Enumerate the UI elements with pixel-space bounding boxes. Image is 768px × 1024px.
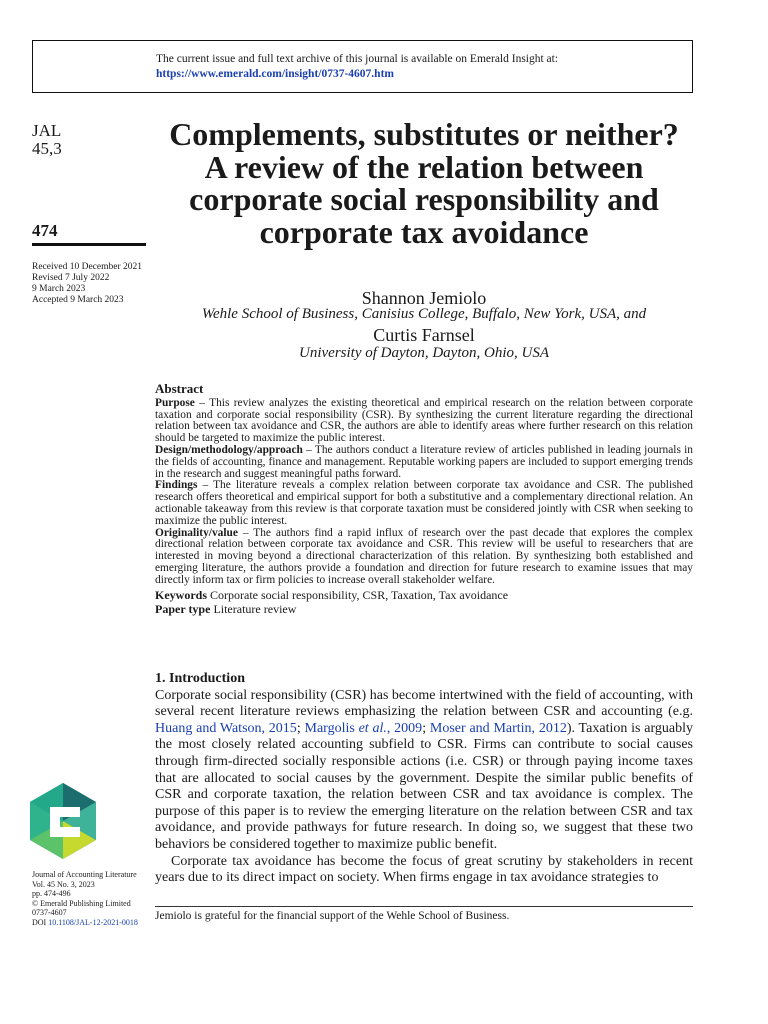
- originality-text: – The authors find a rapid influx of research over the past decade that explores the complex directional relation between corporate tax avoidance and CSR. This review will be useful to researchers that are interested in moving beyond a directional characterization of this relation. By synthesizing both established and emerging literature, the authors provide a foundation and direction for future research to examine issues that may directly inform tax or firm policies to increase overall stakeholder welfare.: [155, 526, 693, 586]
- crossmark-logo-icon: [30, 783, 96, 864]
- journal-volume: Vol. 45 No. 3, 2023: [32, 879, 95, 889]
- footnote-rule: [155, 906, 693, 907]
- author-1: Shannon Jemiolo: [361, 288, 487, 308]
- citation-huang-watson[interactable]: Huang and Watson, 2015: [155, 720, 297, 736]
- abstract-findings: [155, 480, 693, 527]
- date-received: Received 10 December 2021: [32, 262, 142, 272]
- citation-margolis[interactable]: [305, 721, 423, 736]
- availability-text: The current issue and full text archive of this journal is available on Emerald Insight at:: [156, 53, 559, 65]
- paper-type: [155, 604, 693, 616]
- keywords: [155, 587, 693, 602]
- issn: 0737-4607: [32, 908, 67, 918]
- doi-line: [32, 918, 138, 928]
- introduction: [155, 671, 693, 887]
- availability-box: [32, 40, 693, 93]
- design-label: Design/methodology/approach: [155, 443, 303, 456]
- volume-issue: 45,3: [32, 139, 62, 158]
- journal-meta: [32, 870, 138, 928]
- findings-text: – The literature reveals a complex relation between corporate tax avoidance and CSR. The published research offers theoretical and empirical support for both a substitutive and a complementary directional relation. An actionable takeaway from this review is that corporate taxation must be considered jointly with CSR when seeking to maximize the public interest.: [155, 479, 693, 527]
- footnote: Jemiolo is grateful for the financial support of the Wehle School of Business.: [155, 910, 510, 922]
- doi-link[interactable]: 10.1108/JAL-12-2021-0018: [48, 917, 138, 927]
- intro-text: Corporate social responsibility (CSR) has become intertwined with the field of accounting, with several recent literature reviews emphasizing the relation between CSR and accounting (e.g.: [155, 687, 693, 720]
- page-number: 474: [32, 221, 58, 240]
- abstract-design: [155, 445, 693, 480]
- journal-abbr-text: JAL: [32, 121, 62, 140]
- copyright: © Emerald Publishing Limited: [32, 898, 131, 908]
- abstract-originality: [155, 528, 693, 587]
- keywords-text: Corporate social responsibility, CSR, Taxation, Tax avoidance: [207, 587, 509, 602]
- article-dates: [32, 262, 142, 306]
- citation-author: Margolis: [304, 720, 359, 736]
- separator: ;: [296, 720, 305, 736]
- findings-label: Findings: [155, 479, 198, 492]
- keywords-label: Keywords: [155, 587, 207, 602]
- intro-paragraph-1: [155, 688, 693, 854]
- affiliation-1: Wehle School of Business, Canisius College, Buffalo, New York, USA, and: [201, 306, 647, 322]
- abstract: [155, 383, 693, 616]
- abstract-heading: Abstract: [155, 381, 204, 396]
- abstract-purpose: [155, 398, 693, 445]
- intro-heading: 1. Introduction: [155, 671, 245, 686]
- doi-label: DOI: [32, 917, 47, 927]
- originality-label: Originality/value: [155, 526, 238, 539]
- date-accepted: Accepted 9 March 2023: [32, 295, 124, 305]
- journal-url-link[interactable]: https://www.emerald.com/insight/0737-4607.htm: [156, 68, 394, 80]
- date-revised: Revised 7 July 2022: [32, 273, 110, 283]
- article-title: Complements, substitutes or neither? A review of the relation between corporate social responsibility and corporate tax avoidance: [169, 116, 679, 250]
- journal-name: Journal of Accounting Literature: [32, 870, 137, 879]
- affiliation-2: University of Dayton, Dayton, Ohio, USA: [299, 345, 549, 361]
- citation-year: , 2009: [386, 720, 423, 736]
- paper-type-text: Literature review: [210, 602, 297, 617]
- citation-moser-martin[interactable]: Moser and Martin, 2012: [429, 720, 567, 736]
- intro-paragraph-2: Corporate tax avoidance has become the focus of great scrutiny by stakeholders in recent years due to its direct impact on society. When firms engage in tax avoidance strategies to: [155, 853, 693, 886]
- intro-text: ). Taxation is arguably the most closely related accounting subfield to CSR. Firms can contribute to social causes through firm-directed socially responsible actions (i.e. CSR) or through paying income taxes that are allocated to social causes by the government. Despite the similar public benefits of CSR and corporate taxation, the relation between CSR and tax avoidance is complex. The purpose of this paper is to review the emerging literature on the relation between CSR and tax avoidance, and provide pathways for future research. In doing so, we suggest that these two behaviors be considered together to maximize public benefit.: [155, 720, 693, 852]
- date-revised-2: 9 March 2023: [32, 284, 86, 294]
- sidebar-rule: [32, 243, 146, 246]
- design-text: – The authors conduct a literature review of articles published in leading journals in the fields of accounting, finance and management. Reputable working papers are included to support emerging trends in the research and suggest meaningful paths forward.: [155, 443, 693, 480]
- journal-pages: pp. 474-496: [32, 889, 71, 899]
- citation-et-al: et al.: [358, 720, 387, 736]
- separator: ;: [422, 720, 430, 736]
- author-2: Curtis Farnsel: [373, 325, 475, 345]
- purpose-label: Purpose: [155, 396, 195, 409]
- purpose-text: – This review analyzes the existing theoretical and empirical research on the relation between corporate taxation and corporate social responsibility (CSR). By synthesizing the current literature regarding the directional relation between tax avoidance and CSR, the authors are able to identify areas where further research on this relation should be targeted to maximize the public interest.: [155, 396, 693, 445]
- paper-type-label: Paper type: [155, 602, 211, 617]
- journal-abbr: [32, 122, 62, 158]
